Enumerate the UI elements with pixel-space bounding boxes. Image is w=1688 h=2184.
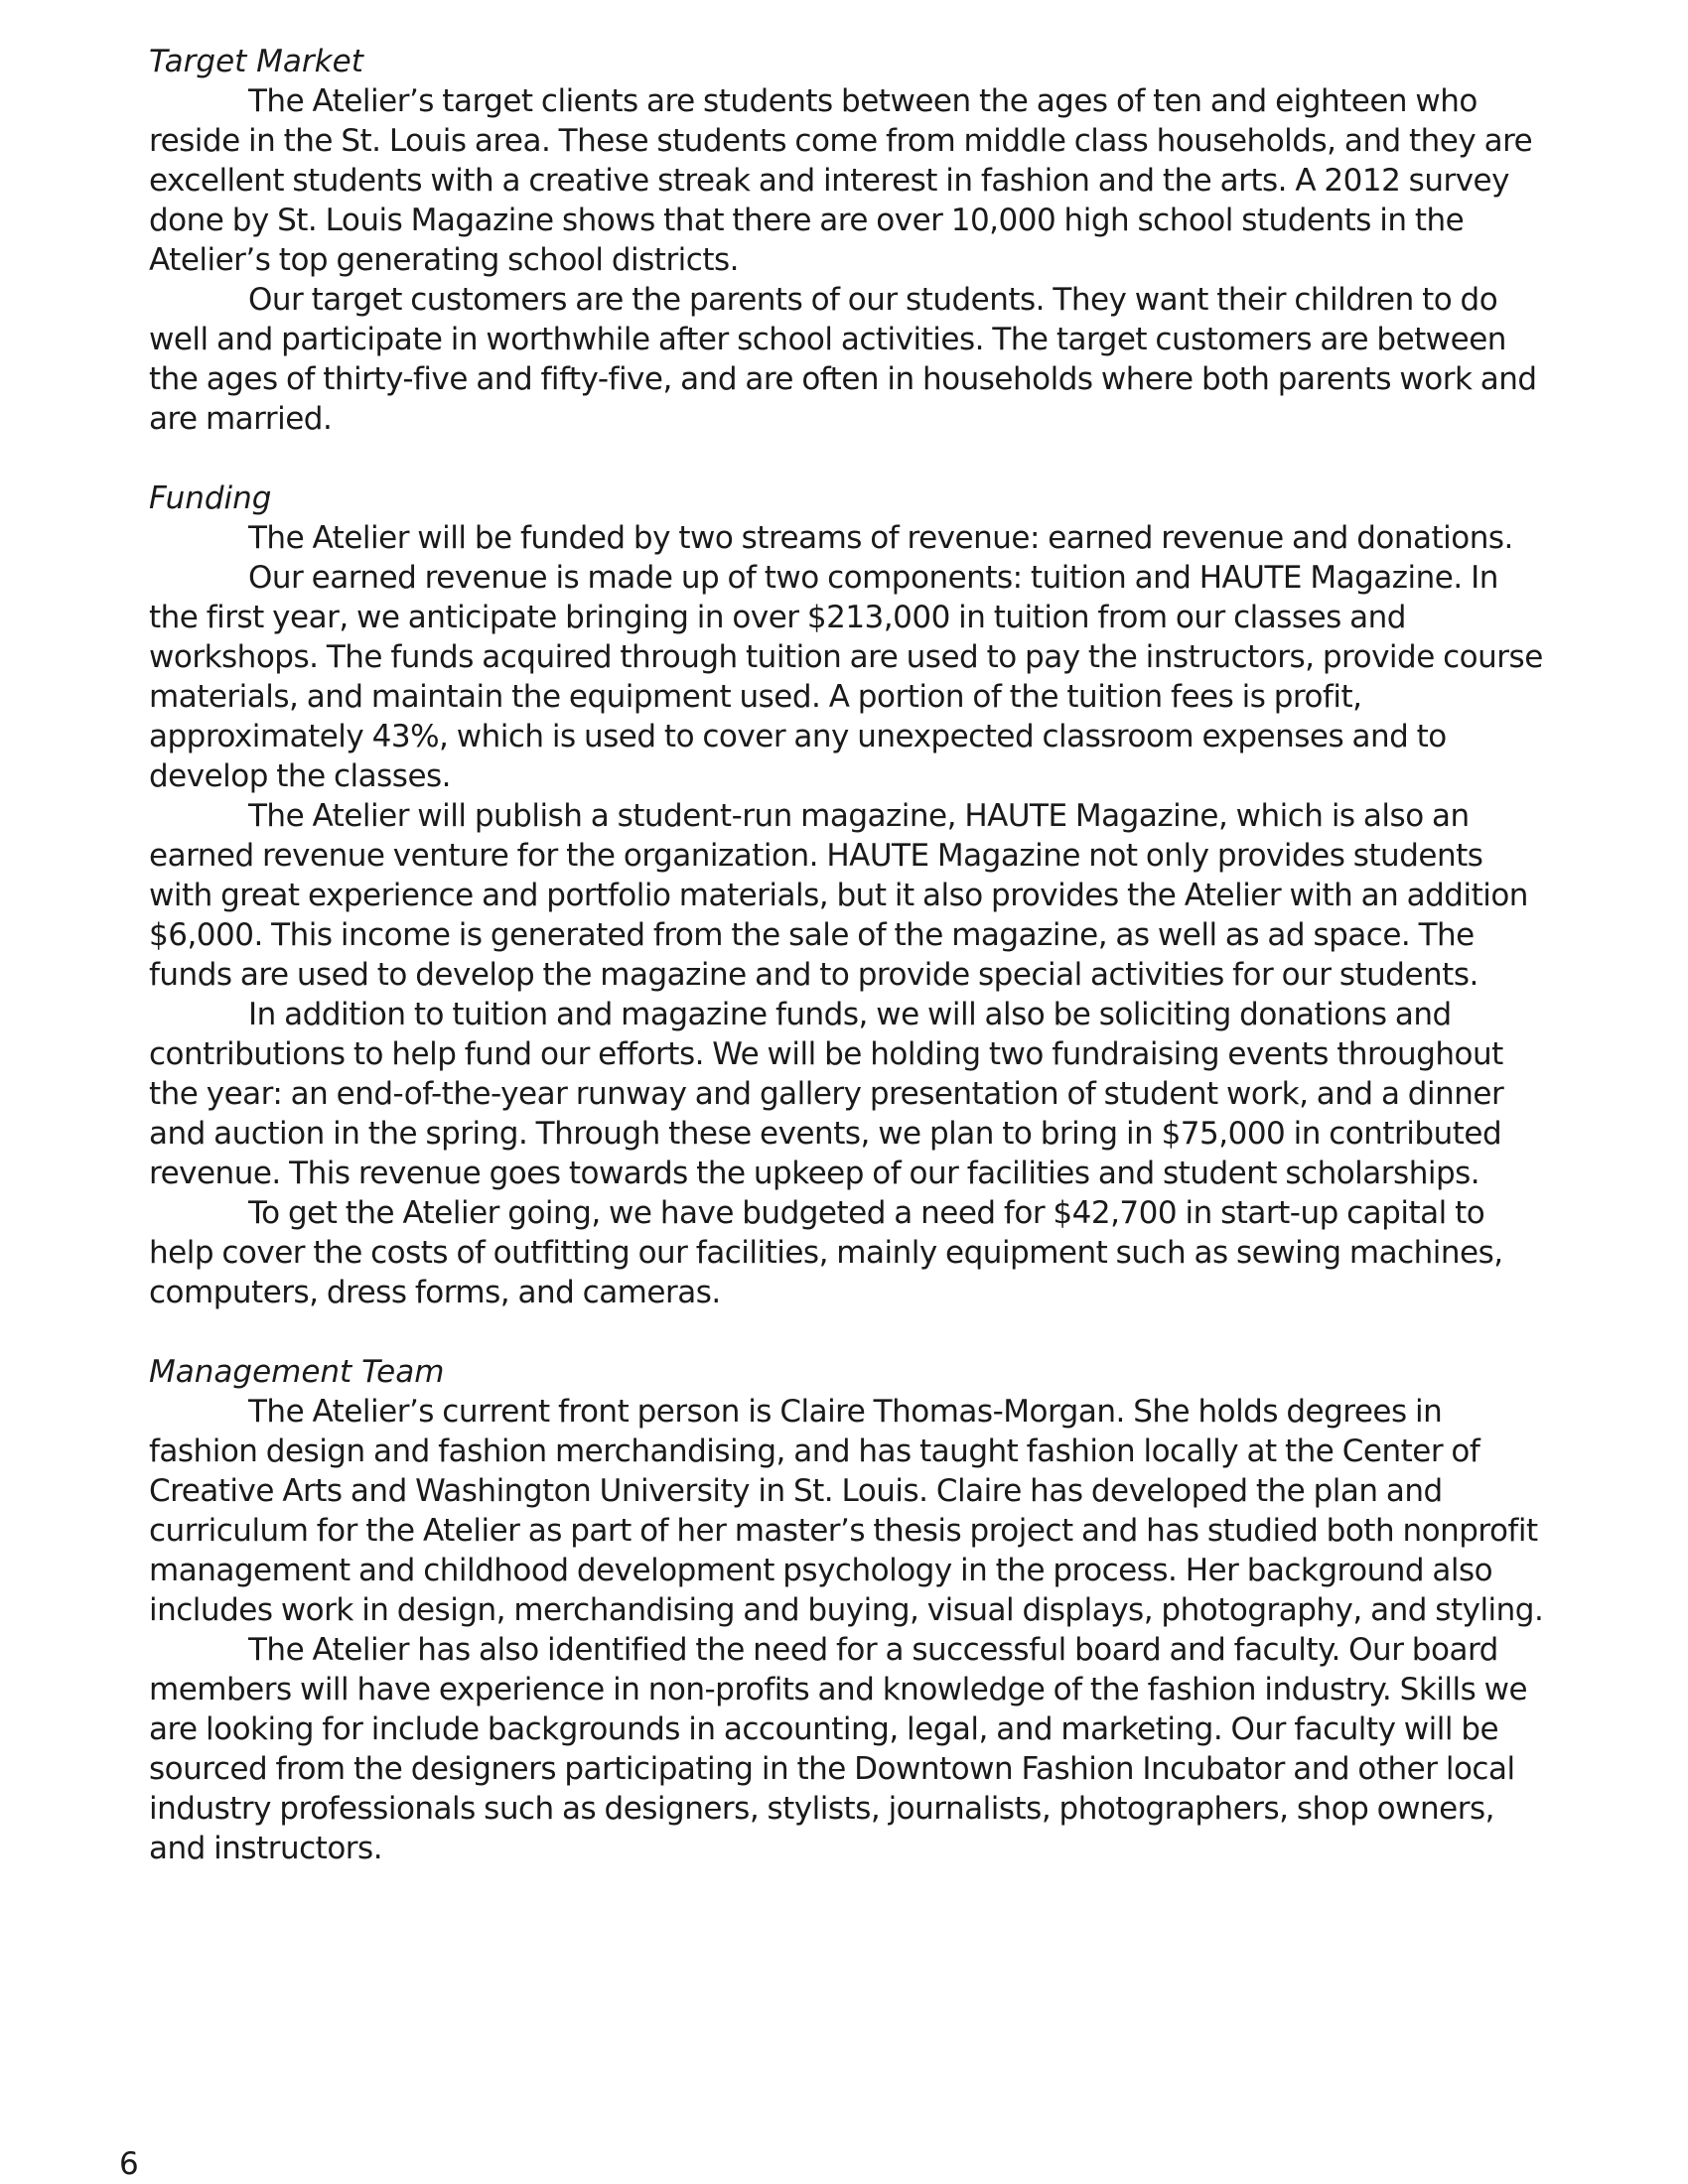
paragraph: The Atelier has also identified the need for a successful board and faculty. Our board members will have experience in non-profits and knowledge of the fashion industry. Skills we are looking for include backgrounds in accounting, legal, and marketing. Our faculty will be sourced from the designers participating in the Downtown Fashion Incubator and other local industry professionals such as designers, stylists, journalists, photographers, shop owners, and instructors. xyxy=(149,1632,1528,1866)
document-page xyxy=(149,42,1549,1908)
paragraph: The Atelier’s current front person is Claire Thomas-Morgan. She holds degrees in fashion design and fashion merchandising, and has taught fashion locally at the Center of Creative Arts and Washington University in St. Louis. Claire has developed the plan and curriculum for the Atelier as part of her master’s thesis project and has studied both nonprofit management and childhood development psychology in the process. Her background also includes work in design, merchandising and buying, visual displays, photography, and styling. xyxy=(149,1394,1544,1628)
section-funding xyxy=(149,478,1549,1312)
paragraph: The Atelier will be funded by two streams of revenue: earned revenue and donations. xyxy=(248,520,1513,556)
section-management-team xyxy=(149,1352,1549,1868)
paragraph: In addition to tuition and magazine funds, we will also be soliciting donations and contributions to help fund our efforts. We will be holding two fundraising events throughout the year: an end-of-the-year runway and gallery presentation of student work, and a dinner and auction in the spring. Through these events, we plan to bring in $75,000 in contributed revenue. This revenue goes towards the upkeep of our facilities and student scholarships. xyxy=(149,997,1504,1191)
section-heading: Target Market xyxy=(149,44,363,79)
paragraph: Our target customers are the parents of our students. They want their children to do well and participate in worthwhile after school activities. The target customers are between the ages of thirty-five and fifty-five, and are often in households where both parents work and are married. xyxy=(149,282,1537,437)
page-number: 6 xyxy=(119,2146,139,2182)
paragraph: Our earned revenue is made up of two components: tuition and HAUTE Magazine. In the first year, we anticipate bringing in over $213,000 in tuition from our classes and workshops. The funds acquired through tuition are used to pay the instructors, provide course materials, and maintain the equipment used. A portion of the tuition fees is profit, approximately 43%, which is used to cover any unexpected classroom expenses and to develop the classes. xyxy=(149,560,1543,794)
paragraph: To get the Atelier going, we have budgeted a need for $42,700 in start-up capital to help cover the costs of outfitting our facilities, mainly equipment such as sewing machines, computers, dress forms, and cameras. xyxy=(149,1195,1503,1310)
section-heading: Funding xyxy=(149,480,272,516)
section-heading: Management Team xyxy=(149,1354,445,1390)
paragraph: The Atelier’s target clients are students between the ages of ten and eighteen who reside in the St. Louis area. These students come from middle class households, and they are excellent students with a creative streak and interest in fashion and the arts. A 2012 survey done by St. Louis Magazine shows that there are over 10,000 high school students in the Atelier’s top generating school districts. xyxy=(149,83,1533,278)
section-target-market xyxy=(149,42,1549,439)
paragraph: The Atelier will publish a student-run magazine, HAUTE Magazine, which is also an earned revenue venture for the organization. HAUTE Magazine not only provides students with great experience and portfolio materials, but it also provides the Atelier with an addition $6,000. This income is generated from the sale of the magazine, as well as ad space. The funds are used to develop the magazine and to provide special activities for our students. xyxy=(149,798,1528,993)
